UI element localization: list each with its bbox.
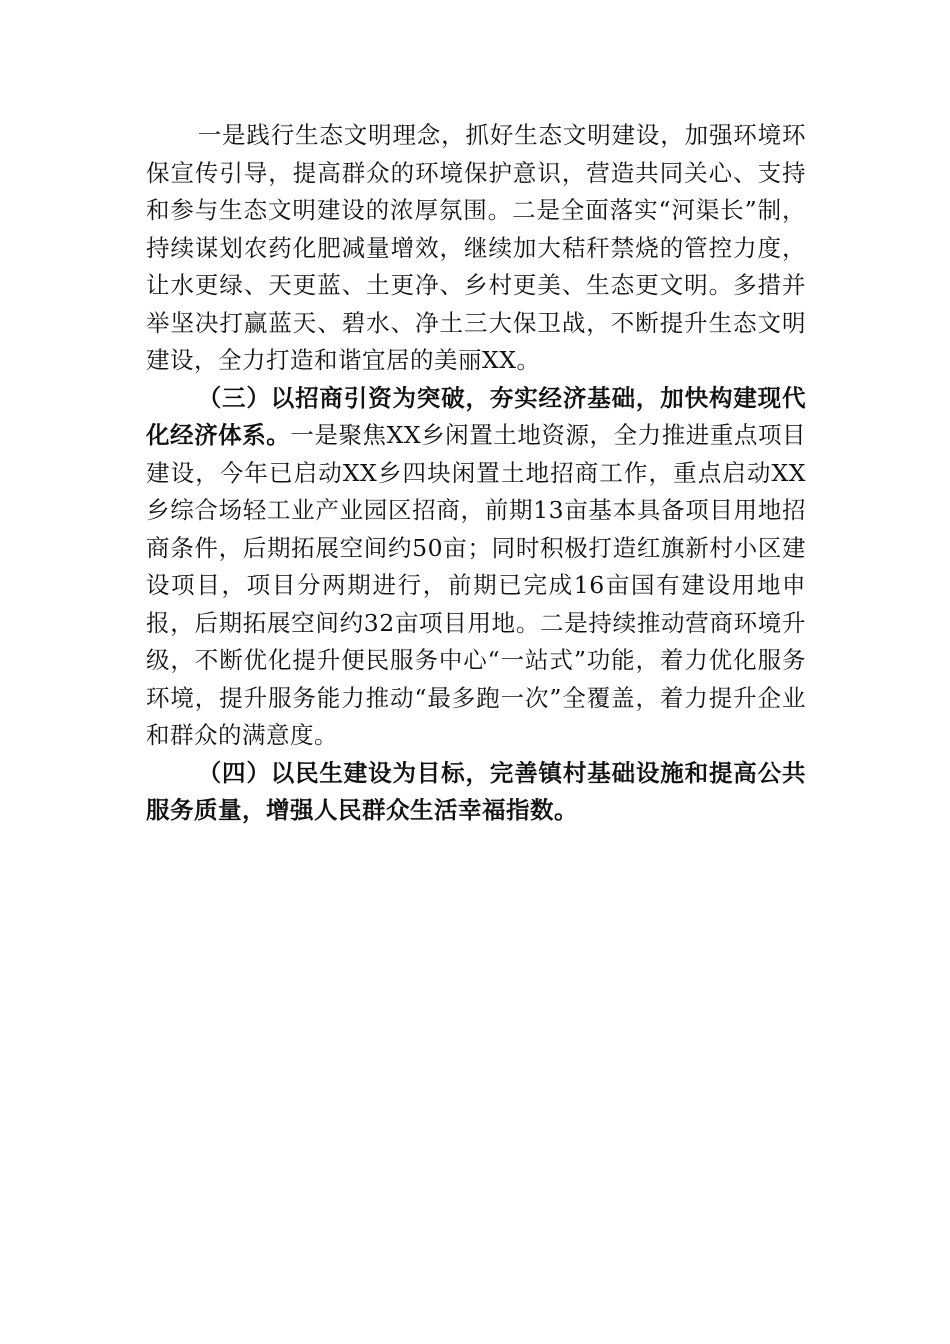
section-heading-investment: （三）以招商引资为突破，夯实经济基础，加快构建现代化经济体系。 — [146, 383, 806, 449]
paragraph-ecology: 一是践行生态文明理念，抓好生态文明建设，加强环境环保宣传引导，提高群众的环境保护意识，营造共同关心、支持和参与生态文明建设的浓厚氛围。二是全面落实“河渠长”制，持续谋划农药化肥减量增效，继续加大秸秆禁烧的管控力度，让水更绿、天更蓝、土更净、乡村更美、生态更文明。多措并举坚决打赢蓝天、碧水、净土三大保卫战，不断提升生态文明建设，全力打造和谐宜居的美丽XX。 — [146, 121, 806, 374]
paragraph-livelihood — [146, 755, 806, 830]
section-heading-livelihood: （四）以民生建设为目标，完善镇村基础设施和提高公共服务质量，增强人民群众生活幸福指数。 — [146, 758, 806, 824]
paragraph-investment — [146, 380, 806, 755]
paragraph-investment-body: 一是聚焦XX乡闲置土地资源，全力推进重点项目建设，今年已启动XX乡四块闲置土地招商工作，重点启动XX乡综合场轻工业产业园区招商，前期13亩基本具备项目用地招商条件，后期拓展空间约50亩；同时积极打造红旗新村小区建设项目，项目分两期进行，前期已完成16亩国有建设用地申报，后期拓展空间约32亩项目用地。二是持续推动营商环境升级，不断优化提升便民服务中心“一站式”功能，着力优化服务环境，提升服务能力推动“最多跑一次”全覆盖，着力提升企业和群众的满意度。 — [146, 421, 806, 749]
document-body — [146, 117, 806, 830]
